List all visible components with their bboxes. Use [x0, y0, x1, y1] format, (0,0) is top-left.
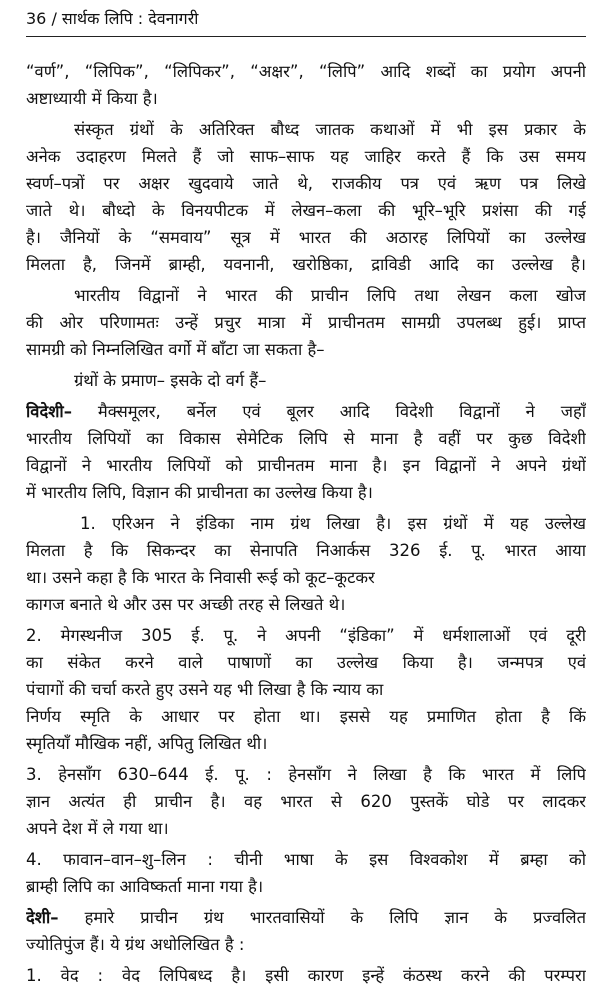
text-line [26, 398, 586, 425]
text-line: है। जैनियों के “समवाय” सूत्र में भारत की अठारह लिपियों का उल्लेख [26, 228, 586, 247]
text-line: 4. फावान–वान–शु–लिन : चीनी भाषा के इस विश्वकोश में ब्रम्हा को [26, 850, 586, 869]
text-line [26, 904, 586, 931]
text-line: ब्राम्ही लिपि का आविष्कर्ता माना गया है। [26, 877, 264, 896]
text-line: की ओर परिणामतः उन्हें प्रचुर मात्रा में प्राचीनतम सामग्री उपलब्ध हुई। प्राप्त [26, 313, 586, 332]
text-line: 1. एरिअन ने इंडिका नाम ग्रंथ लिखा है। इस ग्रंथों में यह उल्लेख [80, 514, 586, 533]
text-line: मिलता है, जिनमें ब्राम्ही, यवनानी, खरोष्ठिका, द्राविडी आदि का उल्लेख है। [26, 255, 586, 274]
text-line: “वर्ण”, “लिपिक”, “लिपिकर”, “अक्षर”, “लिपि” आदि शब्दों का प्रयोग अपनी [26, 62, 586, 81]
text-line: का संकेत करने वाले पाषाणों का उल्लेख किया है। जन्मपत्र एवं [26, 653, 586, 672]
text-line: विद्वानों ने भारतीय लिपियों को प्राचीनतम माना है। इन विद्वानों ने अपने ग्रंथों [26, 456, 586, 475]
text-line: 1. वेद : वेद लिपिबध्द है। इसी कारण इन्हें कंठस्थ करने की परम्परा [26, 966, 586, 985]
text-line: संस्कृत ग्रंथों के अतिरिक्त बौध्द जातक कथाओं में भी इस प्रकार के [74, 120, 586, 139]
text-line: सामग्री को निम्नलिखित वर्गो में बाँटा जा सकता है– [26, 340, 325, 359]
text-line: भारतीय लिपियों का विकास सेमेटिक लिपि से माना है वहीं पर कुछ विदेशी [26, 429, 586, 448]
text-line: निर्णय स्मृति के आधार पर होता था। इससे यह प्रमाणित होता है किं [26, 707, 586, 726]
text-line: 2. मेगस्थनीज 305 ई. पू. ने अपनी “इंडिका” में धर्मशालाओं एवं दूरी [26, 626, 586, 645]
text-line: जाते थे। बौध्दो के विनयपीटक में लेखन–कला की भूरि–भूरि प्रशंसा की गई [26, 201, 586, 220]
text-line: स्वर्ण–पत्रों पर अक्षर खुदवाये जाते थे, राजकीय पत्र एवं ऋण पत्र लिखे [26, 174, 586, 193]
text-line: भारतीय विद्वानों ने भारत की प्राचीन लिपि तथा लेखन कला खोज [74, 286, 586, 305]
text-line: मिलता है कि सिकन्दर का सेनापति निआर्कस 326 ई. पू. भारत आया [26, 541, 586, 560]
text-line: ज्योतिपुंज हैं। ये ग्रंथ अधोलिखित है : [26, 935, 245, 954]
heading-videshi: विदेशी– [26, 402, 72, 421]
text-line: कागज बनाते थे और उस पर अच्छी तरह से लिखते थे। [26, 595, 346, 614]
text-line: में भारतीय लिपि, विज्ञान की प्राचीनता का उल्लेख किया है। [26, 483, 373, 502]
text-line: था। उसने कहा है कि भारत के निवासी रूई को कूट–कूटकर [26, 568, 375, 587]
text-line: अनेक उदाहरण मिलते हैं जो साफ–साफ यह जाहिर करते हैं कि उस समय [26, 147, 586, 166]
text-line: पंचागों की चर्चा करते हुए उसने यह भी लिखा है कि न्याय का [26, 680, 384, 699]
text-segment: हमारे प्राचीन ग्रंथ भारतवासियों के लिपि ज्ञान के प्रज्वलित [84, 908, 586, 927]
text-line: ज्ञान अत्यंत ही प्राचीन है। वह भारत से 620 पुस्तकें घोडे पर लादकर [26, 792, 586, 811]
heading-deshi: देशी– [26, 908, 59, 927]
text-line: अष्टाध्यायी में किया है। [26, 89, 158, 108]
text-line: स्मृतियाँ मौखिक नहीं, अपितु लिखित थी। [26, 734, 268, 753]
text-segment: मैक्समूलर, बर्नेल एवं बूलर आदि विदेशी विद्वानों ने जहाँ [97, 402, 586, 421]
text-line: अपने देश में ले गया था। [26, 819, 169, 838]
text-line: 3. हेनसाँग 630–644 ई. पू. : हेनसाँग ने लिखा है कि भारत में लिपि [26, 765, 586, 784]
header-text: 36 / सार्थक लिपि : देवनागरी [26, 9, 199, 28]
text-line: ग्रंथों के प्रमाण– इसके दो वर्ग हैं– [74, 371, 267, 390]
running-header [26, 2, 586, 37]
